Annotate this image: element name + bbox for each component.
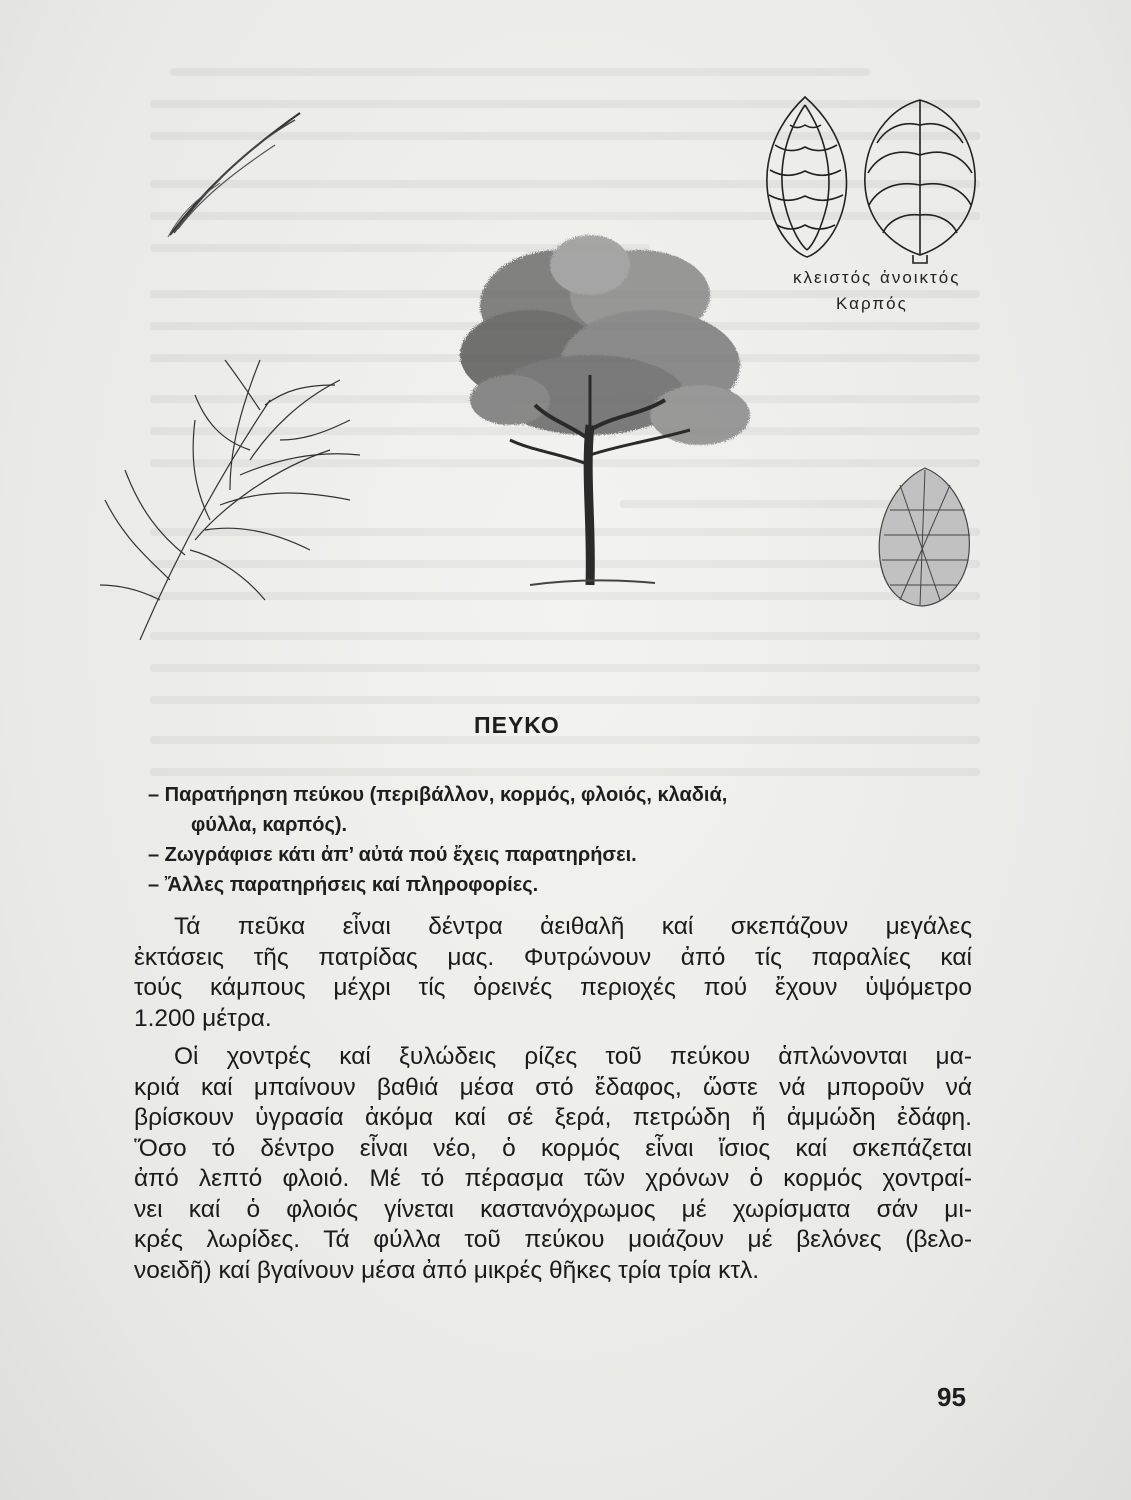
- text-line: ἀπό λεπτό φλοιό. Μέ τό πέρασμα τῶν χρόνων ὁ κορμός χοντραί-: [134, 1165, 972, 1192]
- caption-fruit: Καρπός: [836, 294, 908, 313]
- bleed-through-line: [150, 736, 980, 744]
- text-line: ἐκτάσεις τῆς πατρίδας μας. Φυτρώνουν ἀπό τίς παραλίες καί: [134, 943, 972, 971]
- pine-needle-illustration: [160, 105, 310, 245]
- pine-cone-illustration: [870, 460, 980, 610]
- pine-tree-illustration: [440, 225, 770, 595]
- list-item-continuation: φύλλα, καρπός).: [191, 814, 348, 836]
- page-heading: ΠΕΥΚΟ: [474, 712, 560, 738]
- text-line: κρές λωρίδες. Τά φύλλα τοῦ πεύκου μοιάζουν μέ βελόνες (βελο-: [134, 1226, 972, 1253]
- paragraph-1: [134, 912, 972, 1034]
- bleed-through-line: [170, 68, 870, 76]
- text-line: τούς κάμπους μέχρι τίς ὀρεινές περιοχές πού ἔχουν ὑψόμετρο: [134, 974, 972, 1001]
- list-item: – Παρατήρηση πεύκου (περιβάλλον, κορμός, φλοιός, κλαδιά,: [148, 784, 728, 806]
- bleed-through-line: [150, 696, 980, 704]
- text-line: Οἱ χοντρές καί ξυλώδεις ρίζες τοῦ πεύκου ἁπλώνονται μα-: [174, 1043, 972, 1070]
- pine-branch-illustration: [100, 340, 400, 640]
- text-line: κριά καί μπαίνουν βαθιά μέσα στό ἔδαφος, ὥστε νά μποροῦν νά: [134, 1073, 972, 1101]
- page-number: 95: [937, 1382, 966, 1412]
- list-item: – Ἄλλες παρατηρήσεις καί πληροφορίες.: [148, 874, 539, 896]
- body-text: [134, 912, 972, 1286]
- observation-list: [148, 780, 968, 900]
- caption-closed-cone: κλειστός: [793, 268, 873, 287]
- paragraph-2: [134, 1042, 972, 1286]
- list-item: – Ζωγράφισε κάτι ἀπ’ αὐτά πού ἔχεις παρατηρήσει.: [148, 844, 637, 866]
- pine-cones-illustration: [745, 85, 985, 265]
- text-line: νοειδῆ) καί βγαίνουν μέσα ἀπό μικρές θῆκες τρία τρία κτλ.: [134, 1256, 760, 1284]
- bleed-through-line: [150, 768, 980, 776]
- text-line: βρίσκουν ὑγρασία ἀκόμα καί σέ ξερά, πετρώδη ἤ ἀμμώδη ἐδάφη.: [134, 1104, 972, 1131]
- text-line: Ὅσο τό δέντρο εἶναι νέο, ὁ κορμός εἶναι ἴσιος καί σκεπάζεται: [134, 1134, 972, 1162]
- text-line: Τά πεῦκα εἶναι δέντρα ἀειθαλῆ καί σκεπάζουν μεγάλες: [174, 913, 972, 940]
- caption-open-cone: ἀνοικτός: [880, 268, 961, 287]
- bleed-through-line: [150, 664, 980, 672]
- text-line: νει καί ὁ φλοιός γίνεται καστανόχρωμος μέ χωρίσματα σάν μι-: [134, 1195, 972, 1223]
- text-line: 1.200 μέτρα.: [134, 1004, 272, 1032]
